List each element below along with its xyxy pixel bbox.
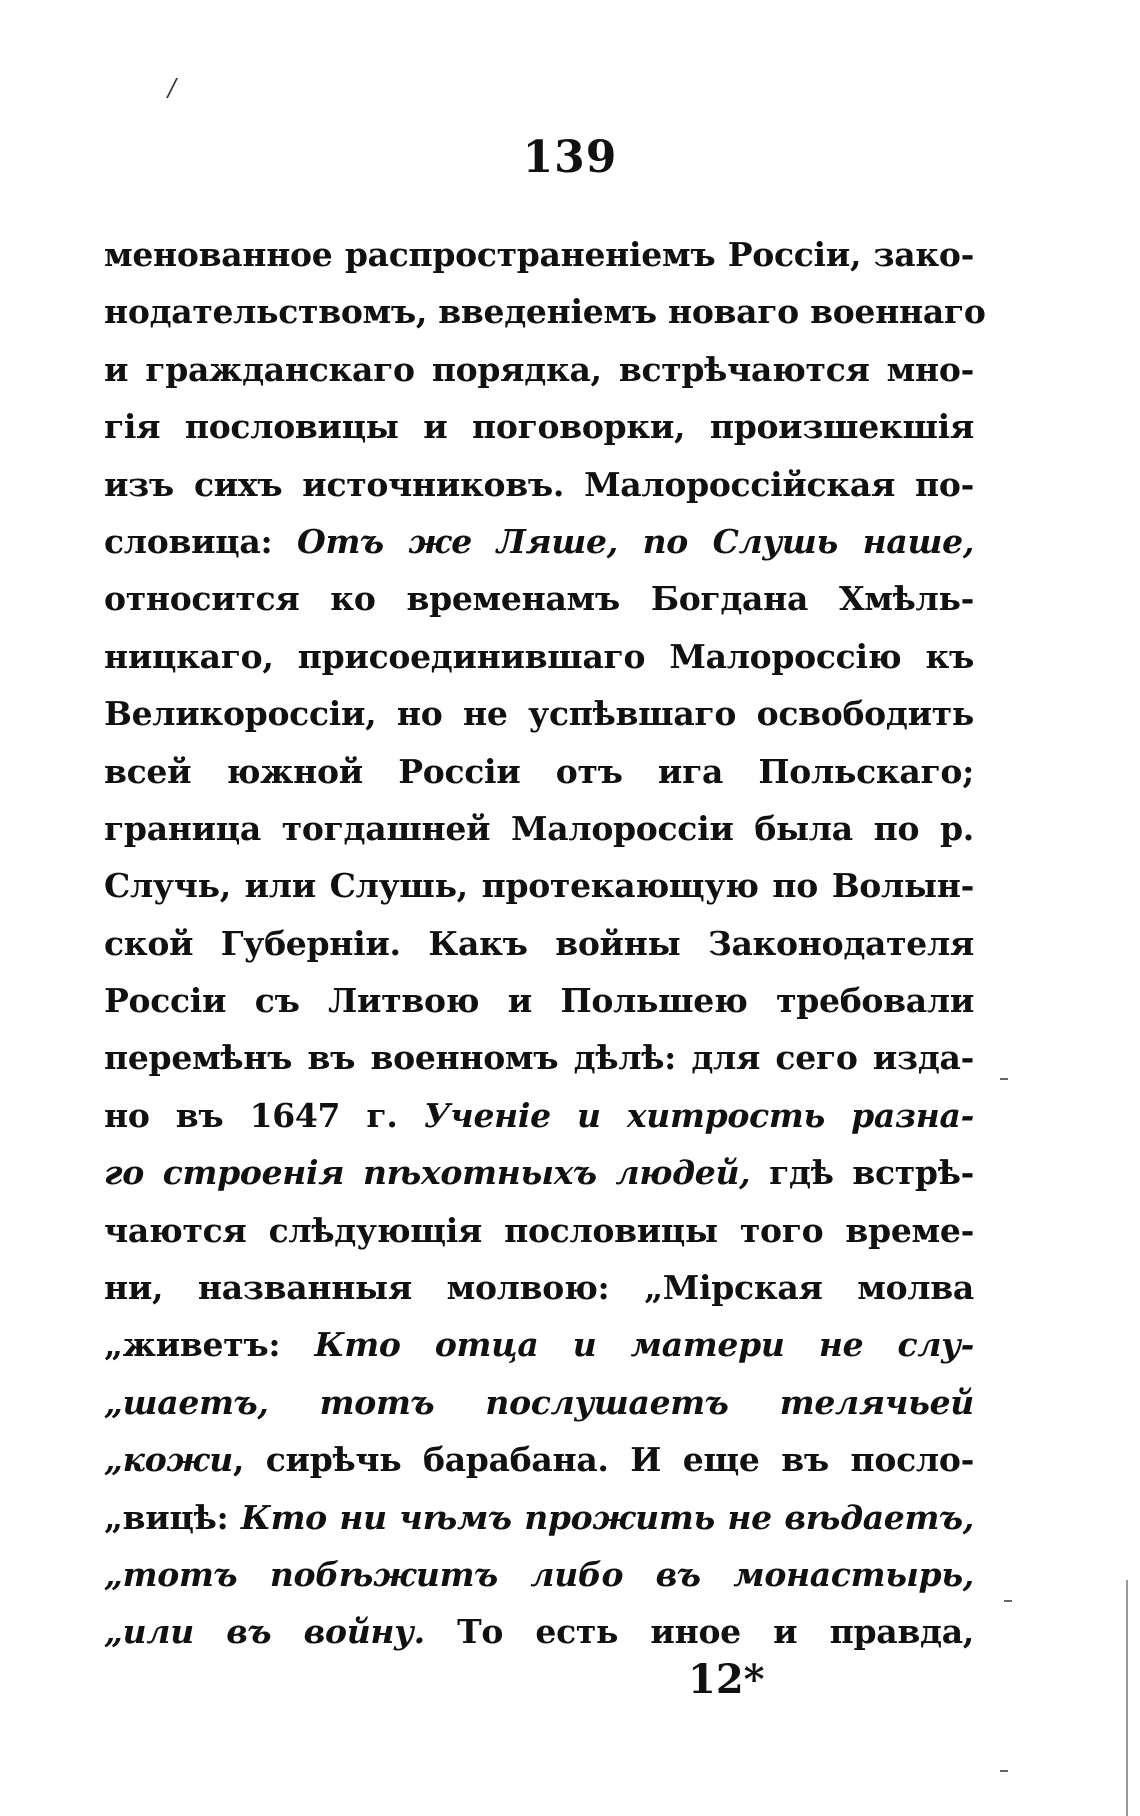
italic-text-segment: „кожи <box>104 1440 233 1480</box>
italic-text-segment: Кто отца и матери не слу- <box>314 1325 975 1365</box>
text-segment: гдѣ встрѣ- <box>750 1153 974 1193</box>
text-segment: ницкаго, присоединившаго Малороссію къ <box>104 636 974 676</box>
text-segment: менованное распространеніемъ Россіи, зако- <box>104 235 974 274</box>
text-line <box>104 800 974 857</box>
text-line <box>104 685 974 742</box>
text-segment: и гражданскаго порядка, встрѣчаются мно- <box>104 349 974 389</box>
text-segment: изъ сихъ источниковъ. Малороссійская по- <box>104 464 974 504</box>
text-segment: Случь, или Слушь, протекающую по Волын- <box>104 866 974 906</box>
text-segment: Великороссіи, но не успѣвшаго освободить <box>104 694 974 734</box>
text-line <box>104 1316 974 1373</box>
text-segment: граница тогдашней Малороссіи была по р. <box>104 808 974 848</box>
printer-signature-mark: 12* <box>688 1656 765 1703</box>
italic-text-segment: „шаетъ, тотъ послушаетъ телячьей <box>104 1382 974 1422</box>
text-segment: но въ 1647 г. <box>104 1095 424 1135</box>
text-line <box>104 1603 974 1660</box>
text-segment: перемѣнъ въ военномъ дѣлѣ: для сего изда- <box>104 1038 974 1078</box>
page-number: 139 <box>522 132 618 183</box>
text-line <box>104 628 974 685</box>
margin-dash <box>1004 1600 1012 1602</box>
text-segment: То есть иное и правда, <box>424 1612 974 1652</box>
text-segment: Россіи съ Литвою и Польшею требовали <box>104 981 974 1021</box>
text-line <box>104 1489 974 1546</box>
body-text <box>104 226 986 1661</box>
text-line <box>104 1144 974 1201</box>
italic-text-segment: го строенія пѣхотныхъ людей, <box>104 1153 751 1193</box>
text-line <box>104 915 974 972</box>
text-segment: словица: <box>104 521 297 561</box>
italic-text-segment: Кто ни чѣмъ прожить не вѣдаетъ, <box>240 1497 974 1537</box>
text-line <box>104 1374 974 1431</box>
text-segment: ни, названныя молвою: „Мірская молва <box>104 1268 974 1308</box>
text-segment: относится ко временамъ Богдана Хмѣль- <box>104 579 974 619</box>
text-line <box>104 857 974 914</box>
text-segment: „вицѣ: <box>104 1497 241 1537</box>
text-segment: нодательствомъ, введеніемъ новаго военнаго <box>104 292 986 332</box>
text-line <box>104 1431 974 1488</box>
text-line <box>104 226 974 283</box>
text-line <box>104 1202 974 1259</box>
text-line <box>104 513 974 570</box>
text-line <box>104 456 974 513</box>
italic-text-segment: Отъ же Ляше, по Слушь наше, <box>297 521 975 561</box>
text-line <box>104 398 974 455</box>
text-segment: ской Губерніи. Какъ войны Законодателя <box>104 923 974 963</box>
text-line <box>104 341 974 398</box>
text-segment: всей южной Россіи отъ ига Польскаго; <box>104 751 974 791</box>
page-edge-line <box>1126 1580 1128 1816</box>
text-line <box>104 1546 974 1603</box>
text-segment: „живетъ: <box>104 1325 315 1365</box>
margin-dash <box>1000 1770 1008 1772</box>
stray-pen-mark: / <box>168 74 177 102</box>
text-segment: чаются слѣдующія пословицы того време- <box>104 1210 974 1250</box>
text-line <box>104 1029 974 1086</box>
italic-text-segment: „тотъ побѣжитъ либо въ монастырь, <box>104 1554 974 1594</box>
text-segment: гія пословицы и поговорки, произшекшія <box>104 407 974 447</box>
text-line <box>104 283 986 340</box>
italic-text-segment: „или въ войну. <box>104 1612 425 1652</box>
text-line <box>104 1087 974 1144</box>
text-line <box>104 1259 974 1316</box>
text-segment: , сирѣчь барабана. И еще въ посло- <box>232 1440 974 1480</box>
text-line <box>104 570 974 627</box>
text-line <box>104 972 974 1029</box>
text-line <box>104 743 974 800</box>
margin-dash <box>1000 1078 1008 1080</box>
italic-text-segment: Ученіе и хитрость разна- <box>423 1095 974 1135</box>
